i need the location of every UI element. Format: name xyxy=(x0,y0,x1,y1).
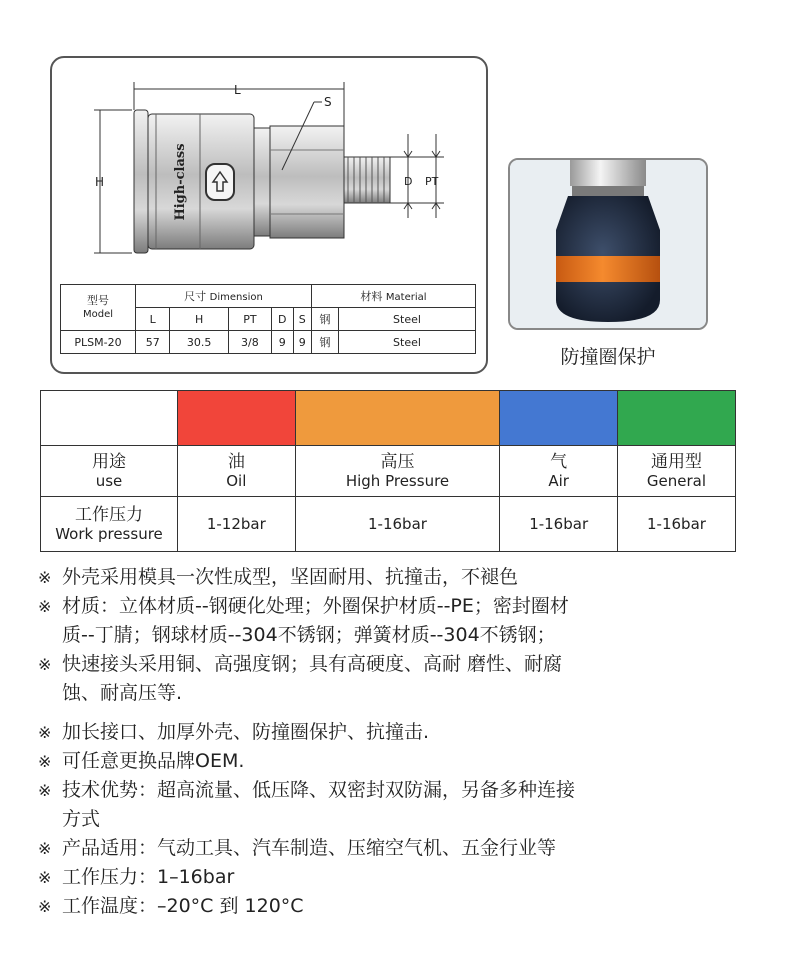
note-item xyxy=(38,863,790,892)
swatch-general xyxy=(617,391,735,446)
threaded-end xyxy=(344,157,390,203)
use-air-zh: 气 xyxy=(550,452,568,472)
note-item xyxy=(38,718,790,747)
spec-table xyxy=(60,284,476,354)
note-text xyxy=(62,776,790,834)
note-item xyxy=(38,834,790,863)
value-d: 9 xyxy=(271,331,293,354)
dimension-zh: 尺寸 xyxy=(184,290,207,303)
pressure-high-pressure: 1-16bar xyxy=(295,497,500,552)
note-line: 技术优势：超高流量、低压降、双密封双防漏，另备多种连接 xyxy=(62,779,576,801)
use-air xyxy=(500,446,618,497)
note-text: 工作压力：1–16bar xyxy=(62,866,235,888)
material-header xyxy=(311,285,475,308)
pressure-zh: 工作压力 xyxy=(75,505,143,525)
model-zh: 型号 xyxy=(87,294,109,307)
note-line: 快速接头采用铜、高强度钢；具有高硬度、高耐 磨性、耐腐 xyxy=(62,653,563,675)
technical-drawing-panel xyxy=(50,56,488,374)
swatch-oil xyxy=(178,391,296,446)
use-air-en: Air xyxy=(548,472,569,490)
note-item xyxy=(38,592,790,650)
note-text: 可任意更换品牌OEM. xyxy=(62,750,245,772)
material-en: Material xyxy=(385,292,427,303)
spec-header-row xyxy=(61,285,476,308)
note-text xyxy=(62,592,790,650)
note-text: 外壳采用模具一次性成型，坚固耐用、抗撞击，不褪色 xyxy=(62,566,519,588)
reference-mark-icon: ※ xyxy=(38,897,52,916)
note-line: 材质：立体材质--钢硬化处理；外圈保护材质--PE；密封圈材 xyxy=(62,595,569,617)
value-pt: 3/8 xyxy=(228,331,271,354)
value-s: 9 xyxy=(293,331,311,354)
reference-mark-icon: ※ xyxy=(38,655,52,674)
col-pt: PT xyxy=(228,308,271,331)
material-en-2: Steel xyxy=(338,331,475,354)
note-line: 方式 xyxy=(62,808,101,830)
pressure-oil: 1-12bar xyxy=(178,497,296,552)
reference-mark-icon: ※ xyxy=(38,839,52,858)
note-item xyxy=(38,776,790,834)
material-en-1: Steel xyxy=(338,308,475,331)
note-text: 工作温度：–20°C 到 120°C xyxy=(62,895,304,917)
use-zh: 用途 xyxy=(92,452,126,472)
swatch-high-pressure xyxy=(295,391,500,446)
swatch-empty xyxy=(41,391,178,446)
dimension-en: Dimension xyxy=(209,292,263,303)
dimension-header xyxy=(136,285,312,308)
use-high-pressure-zh: 高压 xyxy=(380,452,415,472)
swatch-air xyxy=(500,391,618,446)
product-photo xyxy=(508,158,708,330)
coupler-photo-illustration xyxy=(510,160,706,328)
use-general xyxy=(617,446,735,497)
use-oil-zh: 油 xyxy=(227,452,245,472)
note-text: 加长接口、加厚外壳、防撞圈保护、抗撞击. xyxy=(62,721,430,743)
material-zh-1: 钢 xyxy=(311,308,338,331)
value-h: 30.5 xyxy=(170,331,229,354)
photo-caption: 防撞圈保护 xyxy=(560,346,656,368)
use-en: use xyxy=(95,472,123,490)
color-usage-table xyxy=(40,390,736,552)
note-line: 蚀、耐高压等. xyxy=(62,682,183,704)
pressure-air: 1-16bar xyxy=(500,497,618,552)
value-l: 57 xyxy=(136,331,170,354)
reference-mark-icon: ※ xyxy=(38,568,52,587)
use-general-zh: 通用型 xyxy=(650,452,702,472)
col-l: L xyxy=(136,308,170,331)
model-header xyxy=(61,285,136,331)
hex-nut xyxy=(270,126,344,238)
hex-collar xyxy=(254,128,270,236)
pressure-row xyxy=(41,497,736,552)
model-en: Model xyxy=(82,309,114,320)
use-high-pressure-en: High Pressure xyxy=(345,472,450,490)
col-h: H xyxy=(170,308,229,331)
col-s: S xyxy=(293,308,311,331)
reference-mark-icon: ※ xyxy=(38,752,52,771)
note-text xyxy=(62,650,790,708)
label-h: H xyxy=(95,175,105,189)
arrow-badge-icon xyxy=(206,164,234,200)
photo-orange-ring xyxy=(556,256,660,282)
label-s: S xyxy=(324,95,332,109)
label-pt: PT xyxy=(425,175,439,188)
swatch-row xyxy=(41,391,736,446)
pressure-general: 1-16bar xyxy=(617,497,735,552)
note-item xyxy=(38,892,790,921)
reference-mark-icon: ※ xyxy=(38,868,52,887)
model-value: PLSM-20 xyxy=(61,331,136,354)
use-row xyxy=(41,446,736,497)
col-d: D xyxy=(271,308,293,331)
use-oil-en: Oil xyxy=(226,472,247,490)
note-item xyxy=(38,563,790,592)
reference-mark-icon: ※ xyxy=(38,597,52,616)
reference-mark-icon: ※ xyxy=(38,723,52,742)
label-l: L xyxy=(234,83,241,97)
feature-notes xyxy=(38,563,790,921)
photo-metal-top xyxy=(570,160,646,186)
material-zh: 材料 xyxy=(360,290,383,303)
material-zh-2: 钢 xyxy=(311,331,338,354)
coupler-body xyxy=(148,114,254,249)
note-item xyxy=(38,747,790,776)
use-oil xyxy=(178,446,296,497)
spec-data-row xyxy=(61,331,476,354)
note-text: 产品适用：气动工具、汽车制造、压缩空气机、五金行业等 xyxy=(62,837,557,859)
use-general-en: General xyxy=(646,472,707,490)
use-high-pressure xyxy=(295,446,500,497)
body-front-ring xyxy=(134,110,148,253)
note-item xyxy=(38,650,790,708)
pressure-en: Work pressure xyxy=(55,525,163,543)
note-line: 质--丁腈；钢球材质--304不锈钢；弹簧材质--304不锈钢； xyxy=(62,624,556,646)
photo-metal-collar xyxy=(572,186,644,196)
label-d: D xyxy=(404,175,413,188)
brand-engraving: High-class xyxy=(173,143,188,221)
pressure-header xyxy=(41,497,178,552)
reference-mark-icon: ※ xyxy=(38,781,52,800)
use-header xyxy=(41,446,178,497)
